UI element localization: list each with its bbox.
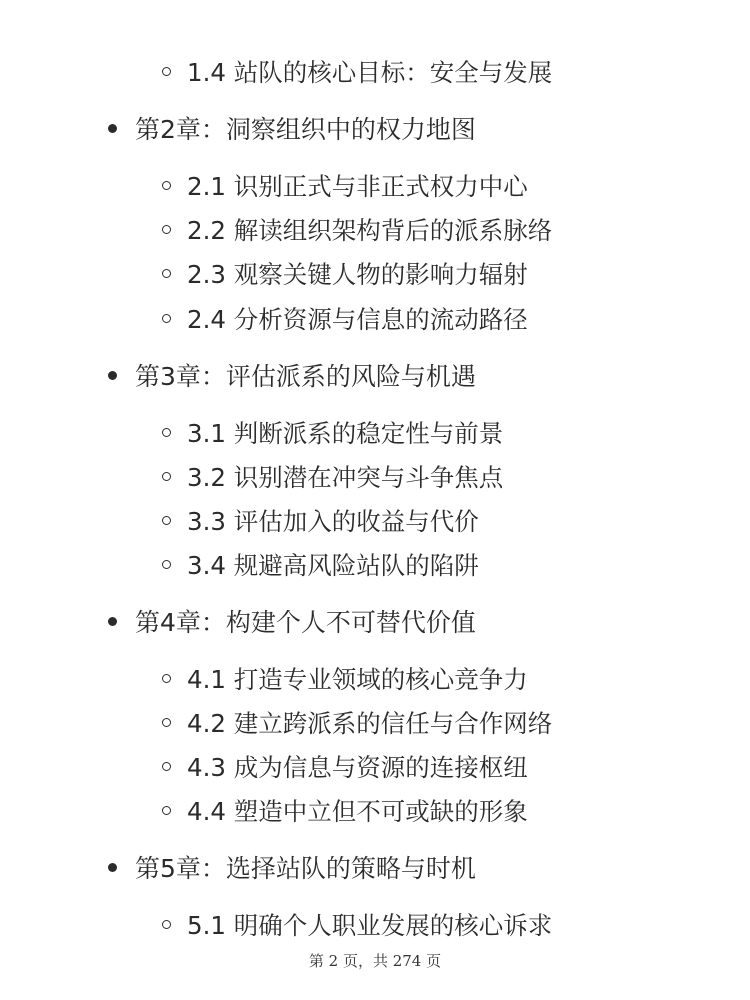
filled-disc-bullet-icon xyxy=(108,617,117,626)
hollow-circle-bullet-icon xyxy=(162,762,171,771)
toc-chapter-item xyxy=(108,847,476,887)
hollow-circle-bullet-icon xyxy=(162,920,171,929)
toc-section-text: 2.3 观察关键人物的影响力辐射 xyxy=(187,259,528,289)
toc-section-text: 5.1 明确个人职业发展的核心诉求 xyxy=(187,910,553,940)
toc-chapter-item xyxy=(108,355,476,395)
toc-section-text: 4.2 建立跨派系的信任与合作网络 xyxy=(187,708,553,738)
toc-section-item xyxy=(162,904,552,944)
filled-disc-bullet-icon xyxy=(108,371,117,380)
hollow-circle-bullet-icon xyxy=(162,806,171,815)
toc-section-item xyxy=(162,746,528,786)
toc-chapter-item xyxy=(108,601,476,641)
hollow-circle-bullet-icon xyxy=(162,718,171,727)
toc-chapter-text: 第5章：选择站队的策略与时机 xyxy=(135,854,476,883)
toc-section-item xyxy=(162,165,528,205)
hollow-circle-bullet-icon xyxy=(162,428,171,437)
toc-section-text: 3.1 判断派系的稳定性与前景 xyxy=(187,418,504,448)
hollow-circle-bullet-icon xyxy=(162,181,171,190)
toc-section-text: 4.1 打造专业领域的核心竞争力 xyxy=(187,664,528,694)
toc-section-item xyxy=(162,253,528,293)
toc-section-text: 4.3 成为信息与资源的连接枢纽 xyxy=(187,752,528,782)
filled-disc-bullet-icon xyxy=(108,124,117,133)
toc-section-item xyxy=(162,702,552,742)
toc-chapter-text: 第2章：洞察组织中的权力地图 xyxy=(135,115,476,144)
toc-section-text: 3.4 规避高风险站队的陷阱 xyxy=(187,550,479,580)
toc-section-text: 3.2 识别潜在冲突与斗争焦点 xyxy=(187,462,504,492)
hollow-circle-bullet-icon xyxy=(162,674,171,683)
toc-section-item xyxy=(162,209,552,249)
toc-section-item xyxy=(162,500,479,540)
toc-section-item xyxy=(162,658,528,698)
toc-section-item xyxy=(162,298,528,338)
hollow-circle-bullet-icon xyxy=(162,269,171,278)
toc-section-text: 3.3 评估加入的收益与代价 xyxy=(187,506,479,536)
toc-section-item xyxy=(162,412,503,452)
toc-section-text: 4.4 塑造中立但不可或缺的形象 xyxy=(187,796,528,826)
page-number-footer: 第 2 页，共 274 页 xyxy=(308,952,442,970)
toc-chapter-text: 第3章：评估派系的风险与机遇 xyxy=(135,362,476,391)
toc-section-item xyxy=(162,790,528,830)
toc-section-item xyxy=(162,456,503,496)
hollow-circle-bullet-icon xyxy=(162,560,171,569)
toc-chapter-item xyxy=(108,108,476,148)
hollow-circle-bullet-icon xyxy=(162,225,171,234)
hollow-circle-bullet-icon xyxy=(162,314,171,323)
hollow-circle-bullet-icon xyxy=(162,67,171,76)
toc-section-text: 2.4 分析资源与信息的流动路径 xyxy=(187,304,528,334)
toc-section-item xyxy=(162,544,479,584)
toc-section-text: 1.4 站队的核心目标：安全与发展 xyxy=(187,57,553,87)
toc-chapter-text: 第4章：构建个人不可替代价值 xyxy=(135,608,476,637)
hollow-circle-bullet-icon xyxy=(162,472,171,481)
hollow-circle-bullet-icon xyxy=(162,516,171,525)
toc-section-text: 2.2 解读组织架构背后的派系脉络 xyxy=(187,215,553,245)
toc-section-text: 2.1 识别正式与非正式权力中心 xyxy=(187,171,528,201)
filled-disc-bullet-icon xyxy=(108,863,117,872)
toc-section-item xyxy=(162,51,552,91)
